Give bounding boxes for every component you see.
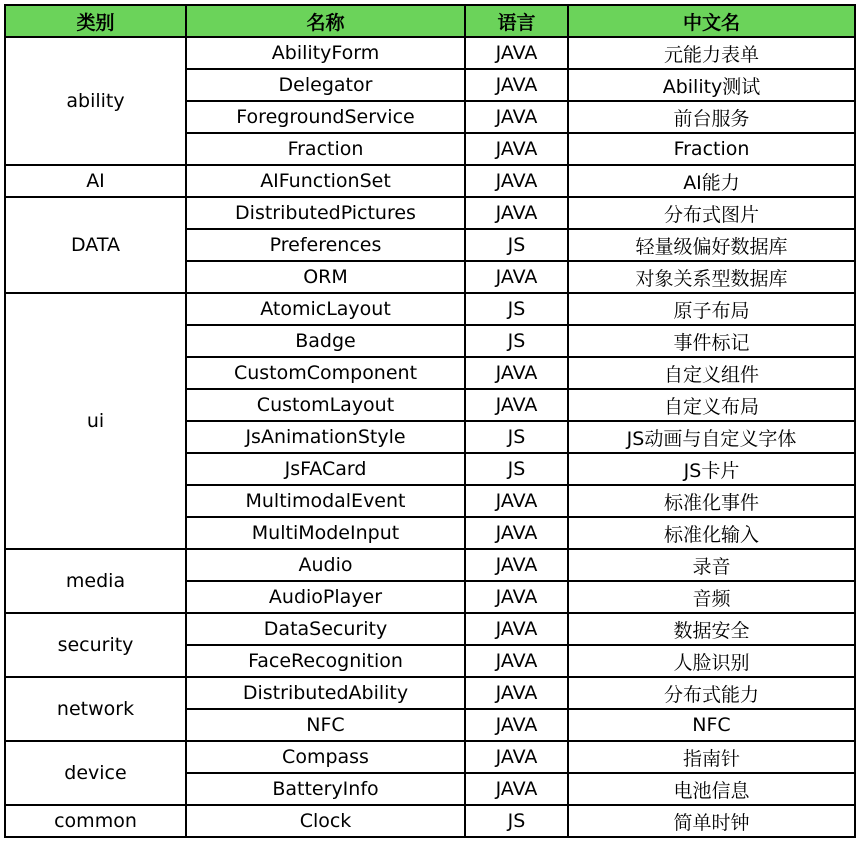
name-cell: ORM xyxy=(186,261,465,293)
chinese-name-cell: 简单时钟 xyxy=(568,805,855,837)
table-container xyxy=(4,4,856,838)
chinese-name-cell: 对象关系型数据库 xyxy=(568,261,855,293)
language-cell: JAVA xyxy=(465,773,568,805)
category-cell: network xyxy=(5,677,186,741)
language-cell: JAVA xyxy=(465,549,568,581)
header-language: 语言 xyxy=(465,5,568,37)
chinese-name-cell: 分布式能力 xyxy=(568,677,855,709)
header-chinese-name: 中文名 xyxy=(568,5,855,37)
name-cell: MultiModeInput xyxy=(186,517,465,549)
category-cell: DATA xyxy=(5,197,186,293)
name-cell: Preferences xyxy=(186,229,465,261)
sample-table xyxy=(4,4,856,838)
language-cell: JAVA xyxy=(465,357,568,389)
chinese-name-cell: NFC xyxy=(568,709,855,741)
category-cell: ability xyxy=(5,37,186,165)
chinese-name-cell: 数据安全 xyxy=(568,613,855,645)
name-cell: AudioPlayer xyxy=(186,581,465,613)
table-row xyxy=(5,37,855,69)
name-cell: JsAnimationStyle xyxy=(186,421,465,453)
name-cell: Badge xyxy=(186,325,465,357)
chinese-name-cell: JS卡片 xyxy=(568,453,855,485)
category-cell: media xyxy=(5,549,186,613)
chinese-name-cell: Ability测试 xyxy=(568,69,855,101)
header-name: 名称 xyxy=(186,5,465,37)
name-cell: ForegroundService xyxy=(186,101,465,133)
table-body xyxy=(5,37,855,837)
language-cell: JAVA xyxy=(465,133,568,165)
language-cell: JAVA xyxy=(465,613,568,645)
language-cell: JAVA xyxy=(465,485,568,517)
name-cell: Compass xyxy=(186,741,465,773)
name-cell: Delegator xyxy=(186,69,465,101)
name-cell: CustomComponent xyxy=(186,357,465,389)
chinese-name-cell: 电池信息 xyxy=(568,773,855,805)
language-cell: JAVA xyxy=(465,69,568,101)
chinese-name-cell: 前台服务 xyxy=(568,101,855,133)
language-cell: JAVA xyxy=(465,517,568,549)
table-row xyxy=(5,197,855,229)
language-cell: JAVA xyxy=(465,741,568,773)
language-cell: JAVA xyxy=(465,389,568,421)
language-cell: JS xyxy=(465,453,568,485)
category-cell: ui xyxy=(5,293,186,549)
table-row xyxy=(5,741,855,773)
name-cell: DistributedAbility xyxy=(186,677,465,709)
chinese-name-cell: AI能力 xyxy=(568,165,855,197)
chinese-name-cell: 分布式图片 xyxy=(568,197,855,229)
name-cell: Fraction xyxy=(186,133,465,165)
table-row xyxy=(5,293,855,325)
chinese-name-cell: 自定义布局 xyxy=(568,389,855,421)
chinese-name-cell: 音频 xyxy=(568,581,855,613)
chinese-name-cell: 元能力表单 xyxy=(568,37,855,69)
name-cell: JsFACard xyxy=(186,453,465,485)
name-cell: FaceRecognition xyxy=(186,645,465,677)
table-row xyxy=(5,549,855,581)
chinese-name-cell: 录音 xyxy=(568,549,855,581)
chinese-name-cell: 人脸识别 xyxy=(568,645,855,677)
name-cell: NFC xyxy=(186,709,465,741)
chinese-name-cell: 原子布局 xyxy=(568,293,855,325)
chinese-name-cell: 自定义组件 xyxy=(568,357,855,389)
language-cell: JAVA xyxy=(465,101,568,133)
name-cell: BatteryInfo xyxy=(186,773,465,805)
name-cell: CustomLayout xyxy=(186,389,465,421)
language-cell: JS xyxy=(465,325,568,357)
language-cell: JS xyxy=(465,421,568,453)
language-cell: JAVA xyxy=(465,165,568,197)
name-cell: DistributedPictures xyxy=(186,197,465,229)
category-cell: common xyxy=(5,805,186,837)
chinese-name-cell: 指南针 xyxy=(568,741,855,773)
table-row xyxy=(5,677,855,709)
chinese-name-cell: Fraction xyxy=(568,133,855,165)
language-cell: JAVA xyxy=(465,37,568,69)
category-cell: security xyxy=(5,613,186,677)
name-cell: AtomicLayout xyxy=(186,293,465,325)
header-category: 类别 xyxy=(5,5,186,37)
language-cell: JAVA xyxy=(465,581,568,613)
chinese-name-cell: 标准化事件 xyxy=(568,485,855,517)
table-row xyxy=(5,613,855,645)
language-cell: JS xyxy=(465,293,568,325)
language-cell: JAVA xyxy=(465,261,568,293)
chinese-name-cell: 标准化输入 xyxy=(568,517,855,549)
name-cell: Audio xyxy=(186,549,465,581)
language-cell: JAVA xyxy=(465,197,568,229)
name-cell: AIFunctionSet xyxy=(186,165,465,197)
name-cell: AbilityForm xyxy=(186,37,465,69)
category-cell: device xyxy=(5,741,186,805)
category-cell: AI xyxy=(5,165,186,197)
name-cell: DataSecurity xyxy=(186,613,465,645)
chinese-name-cell: 轻量级偏好数据库 xyxy=(568,229,855,261)
chinese-name-cell: JS动画与自定义字体 xyxy=(568,421,855,453)
language-cell: JAVA xyxy=(465,677,568,709)
language-cell: JS xyxy=(465,229,568,261)
table-row xyxy=(5,165,855,197)
name-cell: MultimodalEvent xyxy=(186,485,465,517)
language-cell: JAVA xyxy=(465,709,568,741)
name-cell: Clock xyxy=(186,805,465,837)
table-row xyxy=(5,805,855,837)
header-row xyxy=(5,5,855,37)
language-cell: JS xyxy=(465,805,568,837)
chinese-name-cell: 事件标记 xyxy=(568,325,855,357)
language-cell: JAVA xyxy=(465,645,568,677)
